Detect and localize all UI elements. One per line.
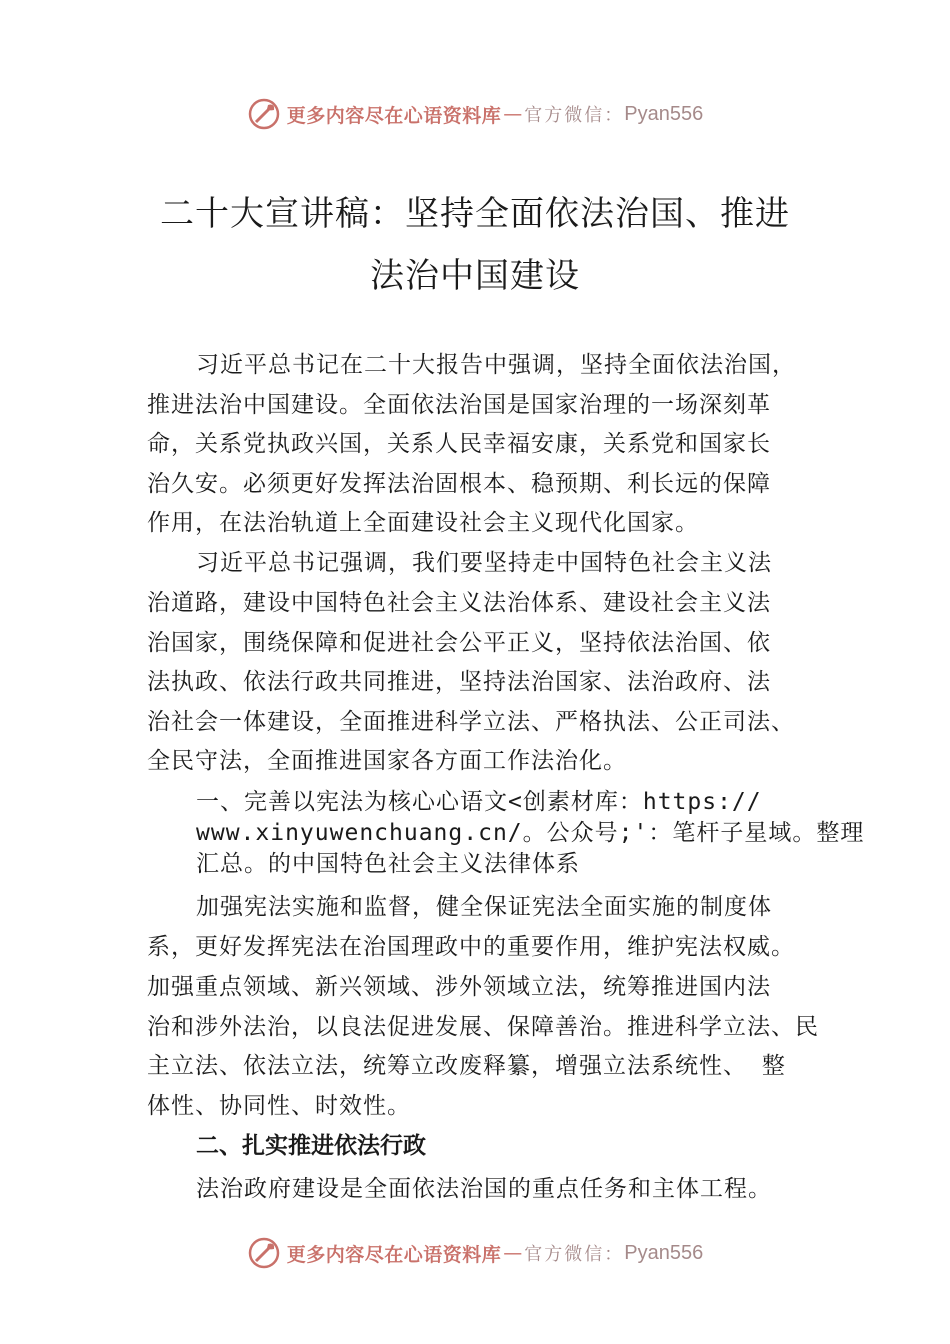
paragraph-line: 推进法治中国建设。全面依法治国是国家治理的一场深刻革 [147, 392, 771, 418]
paragraph-line: 加强宪法实施和监督，健全保证宪法全面实施的制度体 [196, 894, 772, 920]
paragraph-line: 习近平总书记强调，我们要坚持走中国特色社会主义法 [196, 550, 772, 576]
banner-dash: — [503, 103, 523, 125]
section-heading: 二、扎实推进依法行政 [196, 1133, 426, 1159]
section-heading-line: 一、完善以宪法为核心心语文<创素材库：https:// [196, 789, 762, 815]
header-banner [0, 92, 950, 136]
document-title-line-2: 法治中国建设 [370, 256, 580, 296]
section-heading-line: www.xinyuwenchuang.cn/。公众号;'：笔杆子星域。整理 [196, 820, 865, 846]
banner-wechat-id: Pyan556 [624, 1241, 704, 1264]
paragraph-line: 主立法、依法立法，统筹立改废释纂，增强立法系统性、 整 [147, 1053, 786, 1079]
document-title-line-1: 二十大宣讲稿：坚持全面依法治国、推进 [160, 194, 790, 234]
banner-slogan: 更多内容尽在心语资料库 [286, 104, 502, 127]
banner-slogan: 更多内容尽在心语资料库 [286, 1243, 502, 1266]
footer-banner [0, 1231, 950, 1275]
paragraph-line: 治国家，围绕保障和促进社会公平正义，坚持依法治国、依 [147, 630, 771, 656]
banner-wechat-label: 官方微信： [524, 105, 625, 126]
paragraph-line: 法执政、依法行政共同推进，坚持法治国家、法治政府、法 [147, 669, 771, 695]
quill-seal-icon [247, 97, 281, 131]
paragraph-line: 加强重点领域、新兴领域、涉外领域立法，统筹推进国内法 [147, 974, 771, 1000]
banner-wechat-label: 官方微信： [524, 1244, 625, 1265]
paragraph-line: 治和涉外法治，以良法促进发展、保障善治。推进科学立法、民 [147, 1014, 819, 1040]
paragraph-line: 命，关系党执政兴国，关系人民幸福安康，关系党和国家长 [147, 431, 771, 457]
paragraph-line: 治道路，建设中国特色社会主义法治体系、建设社会主义法 [147, 590, 771, 616]
paragraph-line: 系，更好发挥宪法在治国理政中的重要作用，维护宪法权威。 [147, 934, 795, 960]
paragraph-line: 治久安。必须更好发挥法治固根本、稳预期、利长远的保障 [147, 471, 771, 497]
quill-seal-icon [247, 1236, 281, 1270]
paragraph-line: 治社会一体建设，全面推进科学立法、严格执法、公正司法、 [147, 709, 795, 735]
paragraph-line: 习近平总书记在二十大报告中强调，坚持全面依法治国， [196, 352, 796, 378]
paragraph-line: 全民守法，全面推进国家各方面工作法治化。 [147, 748, 627, 774]
paragraph-line: 法治政府建设是全面依法治国的重点任务和主体工程。 [196, 1176, 772, 1202]
banner-dash: — [503, 1242, 523, 1264]
paragraph-line: 作用，在法治轨道上全面建设社会主义现代化国家。 [147, 510, 699, 536]
section-heading-line: 汇总。的中国特色社会主义法律体系 [196, 851, 580, 877]
banner-wechat-id: Pyan556 [624, 102, 704, 125]
paragraph-line: 体性、协同性、时效性。 [147, 1093, 411, 1119]
